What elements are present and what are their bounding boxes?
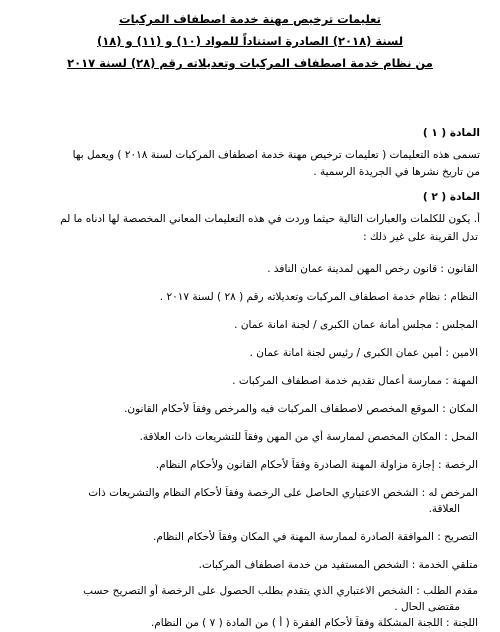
definition-committee: اللجنة : اللجنة المشكلة وفقاً لأحكام الفقرة ( أ ) من المادة ( ٧ ) من النظام. — [150, 617, 478, 629]
title-line-3: من نظام خدمة اصطفاف المركبات وتعديلاته رقم (٢٨) لسنة ٢٠١٧ — [67, 56, 433, 70]
title-line-2: لسنة (٢٠١٨) الصادرة استناداً للمواد (١٠) و (١١) و (١٨) — [96, 34, 404, 48]
article-2-heading: المادة ( ٢ ) — [422, 191, 480, 203]
article-1-text-line-2: من تاريخ نشرها في الجريدة الرسمية . — [313, 166, 480, 178]
article-2-intro-line-1: أ. يكون للكلمات والعبارات التالية حيثما وردت في هذه التعليمات المعاني المخصصة لها ادناه ما لم — [60, 213, 480, 225]
title-line-1: تعليمات ترخيص مهنة خدمة اصطفاف المركبات — [119, 12, 381, 26]
definition-profession: المهنة : ممارسة أعمال تقديم خدمة اصطفاف المركبات . — [232, 375, 478, 387]
definition-license: الرخصة : إجازة مزاولة المهنة الصادرة وفقاً لأحكام القانون ولأحكام النظام. — [155, 459, 478, 471]
definition-shop: المحل : المكان المخصص لممارسة أي من المهن وفقاً للتشريعات ذات العلاقة. — [139, 431, 478, 443]
definition-place: المكان : الموقع المخصص لاصطفاف المركبات فيه والمرخص وفقاً لأحكام القانون. — [124, 403, 478, 415]
article-1-heading: المادة ( ١ ) — [422, 127, 480, 139]
definition-regulation: النظام : نظام خدمة اصطفاف المركبات وتعديلاته رقم ( ٢٨ ) لسنة ٢٠١٧ . — [159, 291, 478, 303]
definition-licensee: المرخص له : الشخص الاعتباري الحاصل على الرخصة وفقاً لأحكام النظام والتشريعات ذات — [88, 487, 478, 499]
definition-service-recipient: متلقي الخدمة : الشخص المستفيد من خدمة اصطفاف المركبات. — [198, 559, 478, 571]
document-title — [20, 8, 480, 74]
definition-permit: التصريح : الموافقة الصادرة لممارسة المهنة في المكان وفقاً لأحكام النظام. — [153, 531, 478, 543]
article-1-text-line-1: تسمى هذه التعليمات ( تعليمات ترخيص مهنة خدمة اصطفاف المركبات لسنة ٢٠١٨ ) ويعمل بها — [72, 149, 480, 161]
article-2-intro-line-2: تدل القرينة على غير ذلك : — [363, 231, 478, 243]
definition-mayor: الامين : أمين عمان الكبرى / رئيس لجنة امانة عمان . — [249, 347, 478, 359]
definition-applicant-continued: مقتضى الحال . — [394, 601, 460, 613]
definition-law: القانون : قانون رخص المهن لمدينة عمان النافذ . — [267, 263, 478, 275]
definition-applicant: مقدم الطلب : الشخص الاعتباري الذي يتقدم بطلب الحصول على الرخصة أو التصريح حسب — [83, 585, 478, 597]
definition-council: المجلس : مجلس أمانة عمان الكبرى / لجنة امانة عمان . — [234, 319, 478, 331]
definition-licensee-continued: العلاقة. — [428, 503, 460, 515]
